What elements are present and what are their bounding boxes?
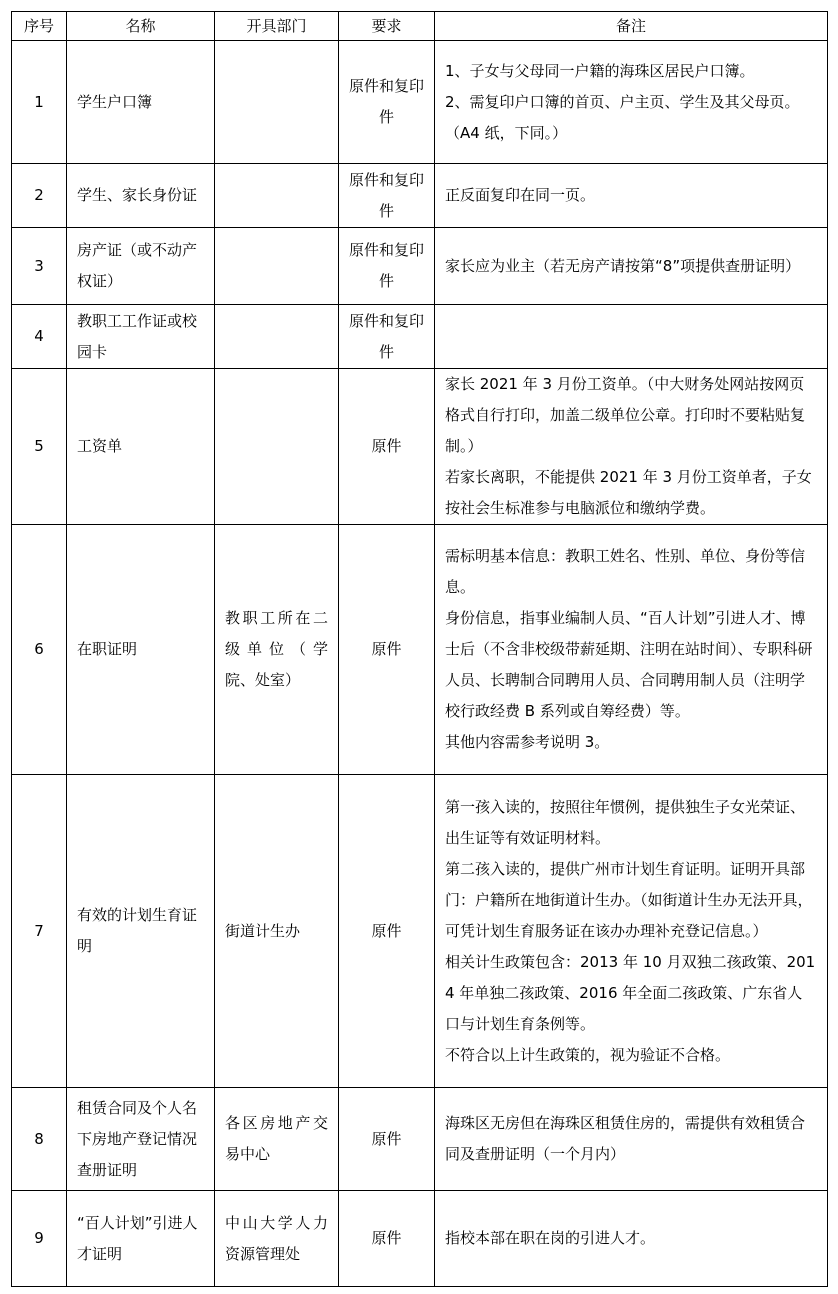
row-requirement: 原件 <box>339 1191 435 1287</box>
note-paragraph: 相关计生政策包含：2013 年 10 月双独二孩政策、2014 年单独二孩政策、2016 年全面二孩政策、广东省人口与计划生育条例等。 <box>445 952 816 1033</box>
row-name: 在职证明 <box>67 525 215 775</box>
table-row <box>12 41 828 164</box>
row-dept <box>215 228 339 305</box>
note-paragraph: 2、需复印户口簿的首页、户主页、学生及其父母页。（A4 纸，下同。） <box>445 92 800 142</box>
table-row <box>12 228 828 305</box>
note-paragraph: 第二孩入读的，提供广州市计划生育证明。证明开具部门：户籍所在地街道计生办。（如街道计生办无法开具，可凭计划生育服务证在该办办理补充登记信息。） <box>445 859 813 940</box>
note-paragraph: 家长应为业主（若无房产请按第“8”项提供查册证明） <box>445 256 801 275</box>
document-page <box>11 11 828 1287</box>
row-requirement: 原件 <box>339 775 435 1088</box>
header-no: 序号 <box>12 12 67 41</box>
row-notes <box>435 305 828 369</box>
materials-table <box>11 11 828 1287</box>
row-requirement: 原件 <box>339 525 435 775</box>
row-notes <box>435 775 828 1088</box>
row-name: 教职工工作证或校园卡 <box>67 305 215 369</box>
note-paragraph: 家长 2021 年 3 月份工资单。（中大财务处网站按网页格式自行打印，加盖二级单位公章。打印时不要粘贴复制。） <box>445 375 806 455</box>
row-number: 8 <box>12 1088 67 1191</box>
row-name: 房产证（或不动产权证） <box>67 228 215 305</box>
note-paragraph: 身份信息，指事业编制人员、“百人计划”引进人才、博士后（不含非校级带薪延期、注明在站时间）、专职科研人员、长聘制合同聘用人员、合同聘用制人员（注明学校行政经费 B 系列或自筹经费）等。 <box>445 609 813 720</box>
row-name: 有效的计划生育证明 <box>67 775 215 1088</box>
row-number: 3 <box>12 228 67 305</box>
note-paragraph: 需标明基本信息：教职工姓名、性别、单位、身份等信息。 <box>445 547 806 596</box>
row-requirement: 原件和复印件 <box>339 41 435 164</box>
note-paragraph: 海珠区无房但在海珠区租赁住房的，需提供有效租赁合同及查册证明（一个月内） <box>445 1114 806 1163</box>
table-row <box>12 305 828 369</box>
row-notes <box>435 525 828 775</box>
row-dept: 各区房地产交易中心 <box>215 1088 339 1191</box>
row-name: 学生户口簿 <box>67 41 215 164</box>
note-paragraph: 其他内容需参考说明 3。 <box>445 733 610 751</box>
row-dept <box>215 41 339 164</box>
header-requirement: 要求 <box>339 12 435 41</box>
row-name: “百人计划”引进人才证明 <box>67 1191 215 1287</box>
row-number: 6 <box>12 525 67 775</box>
table-row <box>12 775 828 1088</box>
row-requirement: 原件和复印件 <box>339 164 435 228</box>
table-header-row <box>12 12 828 41</box>
note-paragraph: 正反面复印在同一页。 <box>445 186 596 204</box>
row-dept: 街道计生办 <box>215 775 339 1088</box>
row-dept: 教职工所在二级单位（学院、处室） <box>215 525 339 775</box>
row-requirement: 原件和复印件 <box>339 305 435 369</box>
table-row <box>12 164 828 228</box>
row-requirement: 原件 <box>339 369 435 525</box>
row-number: 1 <box>12 41 67 164</box>
row-dept <box>215 164 339 228</box>
row-notes <box>435 228 828 305</box>
row-number: 2 <box>12 164 67 228</box>
header-name: 名称 <box>67 12 215 41</box>
row-requirement: 原件和复印件 <box>339 228 435 305</box>
row-dept: 中山大学人力资源管理处 <box>215 1191 339 1287</box>
row-notes <box>435 41 828 164</box>
row-dept <box>215 369 339 525</box>
table-row <box>12 1191 828 1287</box>
note-paragraph: 若家长离职，不能提供 2021 年 3 月份工资单者，子女按社会生标准参与电脑派位和缴纳学费。 <box>445 468 812 517</box>
note-paragraph: 第一孩入读的，按照往年惯例，提供独生子女光荣证、出生证等有效证明材料。 <box>445 797 806 847</box>
table-row <box>12 1088 828 1191</box>
row-number: 5 <box>12 369 67 525</box>
row-notes <box>435 164 828 228</box>
row-dept <box>215 305 339 369</box>
note-paragraph: 不符合以上计生政策的，视为验证不合格。 <box>445 1045 731 1064</box>
table-row <box>12 369 828 525</box>
row-name: 工资单 <box>67 369 215 525</box>
row-notes <box>435 369 828 525</box>
note-paragraph: 1、子女与父母同一户籍的海珠区居民户口簿。 <box>445 61 755 80</box>
header-dept: 开具部门 <box>215 12 339 41</box>
row-number: 7 <box>12 775 67 1088</box>
table-row <box>12 525 828 775</box>
note-paragraph: 指校本部在职在岗的引进人才。 <box>445 1229 656 1247</box>
row-requirement: 原件 <box>339 1088 435 1191</box>
row-name: 租赁合同及个人名下房地产登记情况查册证明 <box>67 1088 215 1191</box>
header-notes: 备注 <box>435 12 828 41</box>
row-notes <box>435 1088 828 1191</box>
row-notes <box>435 1191 828 1287</box>
row-number: 9 <box>12 1191 67 1287</box>
row-name: 学生、家长身份证 <box>67 164 215 228</box>
row-number: 4 <box>12 305 67 369</box>
